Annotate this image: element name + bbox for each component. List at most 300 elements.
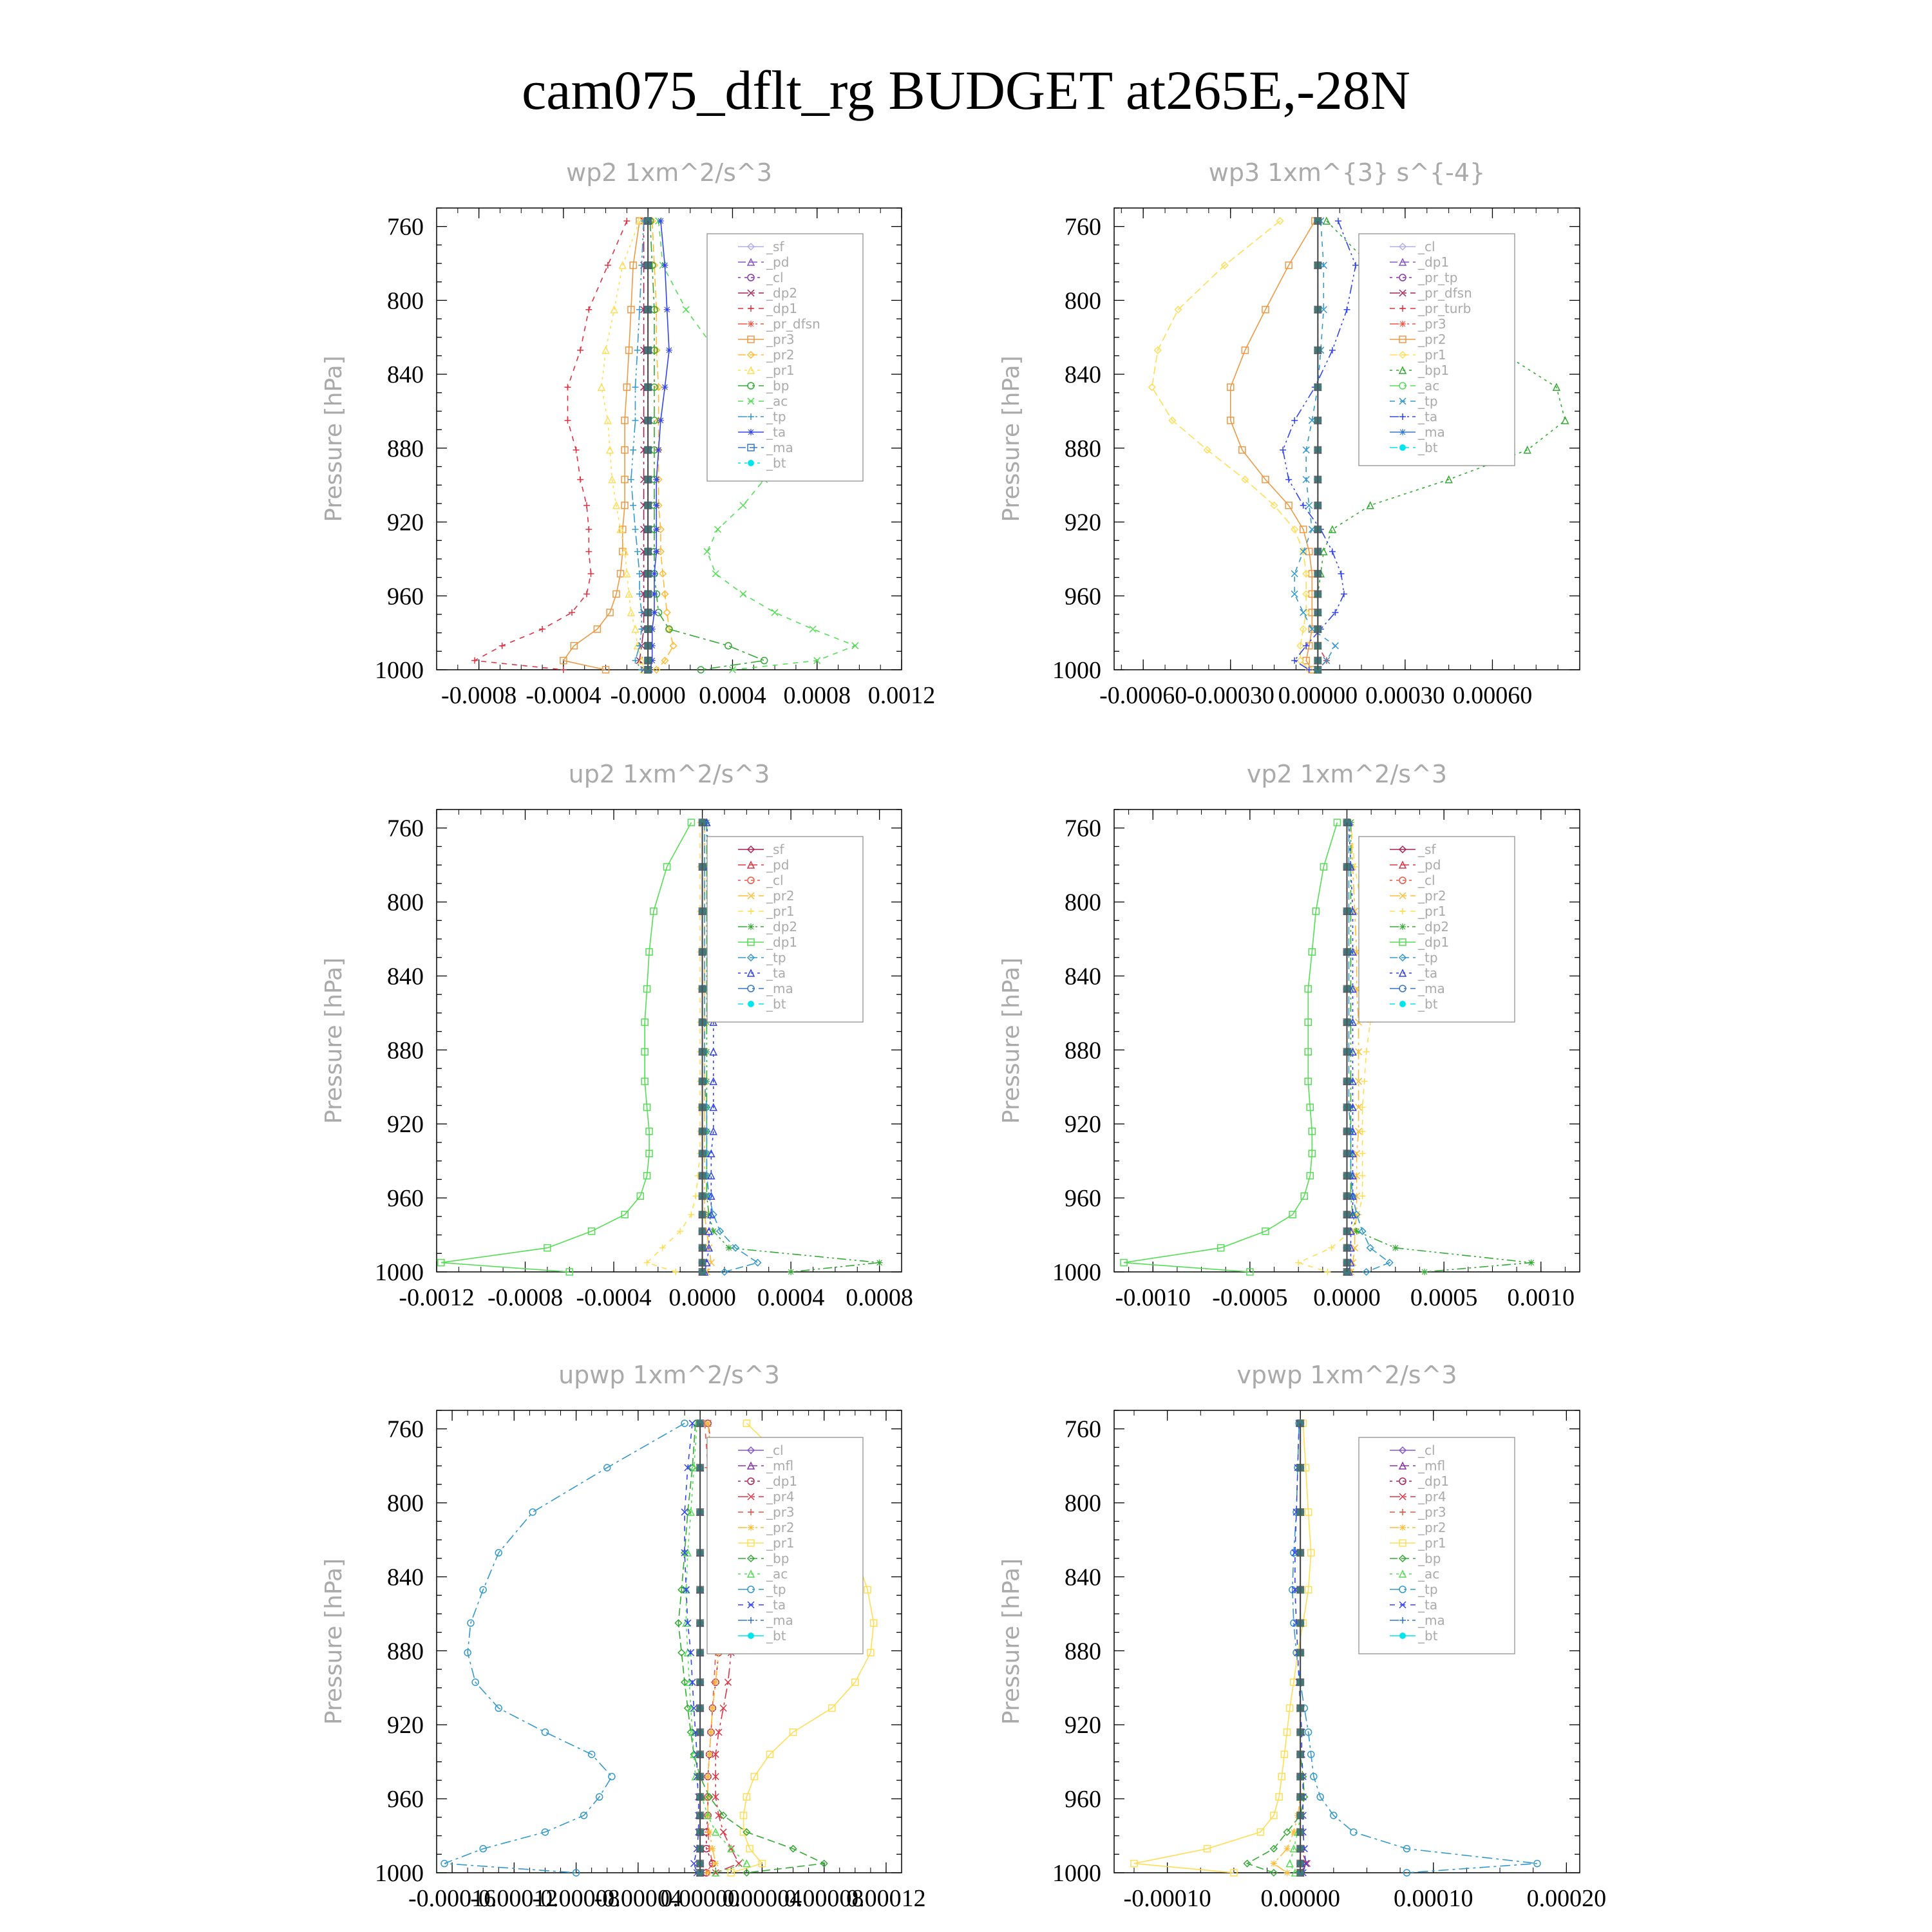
- series-point: [542, 1729, 548, 1736]
- series-ta: [681, 1420, 702, 1876]
- series-tp: [1291, 218, 1338, 673]
- series-line: [1134, 1423, 1311, 1873]
- y-tick-label: 960: [1065, 1185, 1101, 1213]
- series-point: [1359, 1173, 1366, 1179]
- y-tick-label: 760: [1065, 1416, 1101, 1443]
- series-line: [1283, 221, 1356, 670]
- zero-marker: [699, 819, 706, 826]
- y-tick-label: 1000: [1052, 657, 1101, 684]
- series-line: [444, 1423, 685, 1873]
- zero-marker: [1296, 1750, 1304, 1758]
- series-point: [1329, 548, 1336, 554]
- x-tick-label: -0.00060: [1099, 682, 1188, 709]
- series-point: [1329, 347, 1336, 354]
- zero-marker: [1296, 1619, 1304, 1627]
- series-point: [1271, 1861, 1277, 1867]
- series-point: [577, 347, 583, 354]
- series-point: [1291, 417, 1298, 424]
- y-tick-label: 1000: [375, 1860, 424, 1887]
- legend-label: _pr3: [766, 332, 795, 347]
- legend-label: _pr4: [1418, 1489, 1446, 1504]
- zero-marker: [644, 346, 652, 354]
- legend-label: _ta: [1418, 1597, 1438, 1613]
- series-point: [852, 643, 858, 649]
- zero-marker: [699, 1077, 706, 1085]
- zero-marker: [1343, 985, 1351, 993]
- legend-label: _mfl: [1418, 1458, 1446, 1473]
- zero-marker: [644, 590, 652, 598]
- y-tick-label: 880: [1065, 435, 1101, 462]
- series-point: [630, 447, 636, 453]
- series-point: [529, 1509, 536, 1515]
- series-pr1: [1131, 1420, 1314, 1876]
- series-point: [653, 548, 659, 554]
- series-point: [708, 1729, 714, 1736]
- zero-marker: [1343, 1103, 1351, 1111]
- series-point: [714, 526, 721, 533]
- series-ac: [1287, 1420, 1304, 1876]
- zero-marker: [1343, 1268, 1351, 1276]
- legend-label: _bt: [1418, 1628, 1438, 1643]
- zero-marker: [699, 1150, 706, 1157]
- series-pr1: [598, 218, 647, 673]
- legend-label: _pr3: [1418, 316, 1446, 332]
- legend-label: _cl: [766, 873, 784, 888]
- series-ta: [647, 218, 672, 673]
- zero-marker: [1296, 1845, 1304, 1853]
- series-line: [1247, 1423, 1305, 1873]
- zero-marker: [699, 1227, 706, 1235]
- y-tick-label: 840: [1065, 963, 1101, 990]
- zero-marker: [644, 306, 652, 314]
- series-point: [605, 262, 611, 269]
- chart-panel-6: [998, 1361, 1606, 1912]
- y-tick-label: 760: [1065, 213, 1101, 241]
- series-point: [1324, 1269, 1331, 1275]
- y-tick-label: 760: [387, 1416, 424, 1443]
- zero-marker: [1343, 1192, 1351, 1200]
- zero-marker: [696, 1619, 704, 1627]
- y-tick-label: 880: [387, 1638, 424, 1665]
- panel-title: vp2 1xm^2/s^3: [1246, 760, 1448, 788]
- y-tick-label: 840: [387, 963, 424, 990]
- zero-marker: [1296, 1704, 1304, 1712]
- legend: [707, 1437, 863, 1654]
- legend-label: _dp1: [766, 1473, 798, 1489]
- zero-marker: [696, 1704, 704, 1712]
- series-point: [705, 1774, 711, 1780]
- zero-marker: [644, 417, 652, 424]
- zero-marker: [696, 1812, 704, 1819]
- legend-label: _pr1: [766, 1535, 795, 1551]
- y-tick-label: 920: [387, 1111, 424, 1139]
- series-point: [1359, 1193, 1366, 1199]
- series-point: [1280, 447, 1286, 453]
- series-point: [656, 447, 662, 453]
- zero-marker: [1343, 1077, 1351, 1085]
- series-point: [666, 347, 672, 354]
- series-point: [706, 1751, 713, 1757]
- zero-marker: [1314, 306, 1321, 314]
- series-point: [1285, 477, 1292, 483]
- series-point: [1363, 1048, 1370, 1055]
- zero-marker: [1314, 526, 1321, 533]
- series-point: [630, 502, 636, 509]
- series-point: [692, 1193, 699, 1199]
- legend-label: _dp2: [1418, 919, 1450, 934]
- series-pr_turb: [1314, 218, 1330, 673]
- zero-marker: [1314, 502, 1321, 509]
- legend-label: _bp: [766, 378, 790, 393]
- y-tick-label: 880: [387, 435, 424, 462]
- zero-marker: [1343, 1128, 1351, 1135]
- zero-marker: [696, 1649, 704, 1656]
- series-point: [628, 477, 634, 483]
- y-tick-label: 960: [387, 583, 424, 611]
- zero-marker: [1296, 1812, 1304, 1819]
- x-tick-label: 0.0004: [757, 1284, 825, 1311]
- x-tick-label: 0.00000: [1278, 682, 1358, 709]
- zero-marker: [699, 985, 706, 993]
- x-tick-label: -0.0000: [610, 682, 686, 709]
- legend-marker: [748, 429, 754, 435]
- series-point: [1304, 1861, 1311, 1867]
- legend-label: _sf: [766, 239, 784, 254]
- zero-marker: [1314, 261, 1321, 269]
- legend-label: _sf: [1418, 842, 1436, 857]
- chart-panel-2: [998, 158, 1580, 709]
- y-tick-label: 1000: [1052, 1259, 1101, 1286]
- zero-marker: [696, 1586, 704, 1594]
- series-pr1: [1149, 218, 1312, 673]
- x-tick-label: -0.00008: [532, 1885, 620, 1912]
- x-tick-label: 0.0012: [867, 682, 936, 709]
- series-point: [1350, 1829, 1357, 1835]
- series-point: [740, 591, 746, 597]
- series-point: [1323, 218, 1330, 224]
- zero-marker: [699, 863, 706, 871]
- legend-label: _ta: [1418, 409, 1438, 424]
- zero-marker: [644, 502, 652, 509]
- series-point: [710, 1228, 717, 1235]
- legend-label: _ac: [766, 393, 788, 409]
- legend-label: _bp: [766, 1551, 790, 1566]
- x-tick-label: 0.00020: [1526, 1885, 1607, 1912]
- series-line: [1274, 1423, 1300, 1873]
- legend-label: _pr4: [766, 1489, 795, 1504]
- zero-marker: [699, 1128, 706, 1135]
- zero-marker: [1314, 346, 1321, 354]
- y-tick-label: 800: [1065, 287, 1101, 315]
- panel-title: wp2 1xm^2/s^3: [566, 158, 772, 187]
- legend-label: _tp: [766, 409, 786, 424]
- series-point: [585, 307, 592, 313]
- series-point: [1306, 667, 1312, 673]
- y-tick-label: 800: [387, 287, 424, 315]
- legend-label: _bt: [766, 996, 786, 1012]
- legend-label: _dp1: [1418, 934, 1450, 950]
- y-tick-label: 840: [1065, 361, 1101, 389]
- x-tick-label: 0.00060: [1452, 682, 1533, 709]
- series-line: [1231, 221, 1315, 670]
- series-point: [585, 548, 592, 554]
- series-line: [1124, 822, 1337, 1272]
- legend: [707, 234, 863, 481]
- legend-label: _pd: [1418, 857, 1441, 873]
- zero-marker: [1314, 609, 1321, 616]
- series-pr2: [1227, 218, 1318, 673]
- zero-marker: [1314, 625, 1321, 633]
- x-tick-label: 0.0000: [668, 1284, 736, 1311]
- x-tick-label: 0.0004: [699, 682, 766, 709]
- series-point: [564, 417, 571, 424]
- legend-marker: [1399, 429, 1406, 435]
- y-tick-label: 840: [1065, 1564, 1101, 1591]
- zero-marker: [696, 1773, 704, 1781]
- legend-label: _pr2: [766, 1520, 795, 1535]
- x-tick-label: 0.0008: [783, 682, 851, 709]
- series-point: [688, 1211, 694, 1218]
- panel-title: upwp 1xm^2/s^3: [558, 1361, 780, 1389]
- series-point: [623, 218, 630, 224]
- zero-marker: [699, 1172, 706, 1180]
- series-point: [1295, 1260, 1302, 1266]
- zero-marker: [1296, 1549, 1304, 1557]
- zero-marker: [1296, 1586, 1304, 1594]
- series-point: [683, 307, 689, 313]
- zero-marker: [696, 1845, 704, 1853]
- series-dp1: [471, 218, 630, 673]
- series-point: [653, 477, 659, 483]
- zero-marker: [1314, 383, 1321, 391]
- y-axis-label: Pressure [hPa]: [321, 1558, 347, 1725]
- legend-label: _bt: [1418, 996, 1438, 1012]
- series-line: [1294, 221, 1335, 670]
- series-point: [607, 447, 613, 453]
- legend: [1359, 1437, 1515, 1654]
- zero-marker: [644, 657, 652, 665]
- series-point: [706, 1829, 713, 1835]
- zero-marker: [696, 1464, 704, 1472]
- series-line: [1318, 221, 1327, 670]
- y-tick-label: 800: [387, 1490, 424, 1517]
- zero-marker: [1314, 642, 1321, 650]
- zero-marker: [699, 1268, 706, 1276]
- zero-marker: [1296, 1649, 1304, 1656]
- series-point: [653, 526, 659, 533]
- zero-marker: [696, 1678, 704, 1686]
- series-point: [1291, 571, 1298, 577]
- y-tick-label: 1000: [375, 657, 424, 684]
- series-point: [1421, 1269, 1428, 1275]
- legend-label: _pr2: [1418, 1520, 1446, 1535]
- series-point: [726, 1245, 732, 1251]
- zero-marker: [644, 666, 652, 674]
- zero-marker: [699, 1192, 706, 1200]
- zero-marker: [699, 1018, 706, 1026]
- x-tick-label: 0.00000: [660, 1885, 740, 1912]
- series-point: [709, 1846, 715, 1852]
- series-point: [583, 502, 590, 509]
- zero-marker: [1343, 907, 1351, 915]
- series-line: [1300, 1423, 1307, 1873]
- series-point: [499, 643, 506, 649]
- series-line: [1152, 221, 1309, 670]
- series-point: [720, 1829, 726, 1835]
- zero-marker: [699, 948, 706, 956]
- zero-marker: [1343, 1259, 1351, 1267]
- series-point: [585, 526, 592, 533]
- series-pr3: [560, 218, 643, 673]
- y-tick-label: 960: [1065, 583, 1101, 611]
- legend-label: _ma: [766, 981, 793, 996]
- series-point: [1392, 1245, 1399, 1251]
- chart-panel-5: [321, 1361, 926, 1912]
- series-point: [632, 417, 638, 424]
- legend-label: _pr3: [1418, 1504, 1446, 1520]
- zero-marker: [699, 1103, 706, 1111]
- zero-marker: [1296, 1728, 1304, 1736]
- series-point: [1287, 1861, 1293, 1867]
- legend-marker: [748, 321, 754, 327]
- series-point: [1284, 1870, 1291, 1876]
- legend-label: _tp: [766, 1582, 786, 1597]
- series-point: [634, 347, 641, 354]
- zero-marker: [699, 1259, 706, 1267]
- series-point: [539, 626, 545, 632]
- zero-marker: [644, 642, 652, 650]
- legend: [1359, 837, 1515, 1022]
- series-point: [1352, 262, 1359, 269]
- legend-label: _pr1: [1418, 1535, 1446, 1551]
- x-tick-label: -0.00030: [1186, 682, 1274, 709]
- y-tick-label: 1000: [375, 1259, 424, 1286]
- legend-label: _sf: [766, 842, 784, 857]
- x-tick-label: -0.00016: [408, 1885, 497, 1912]
- zero-marker: [1296, 1508, 1304, 1516]
- legend-label: _ma: [1418, 981, 1445, 996]
- series-point: [651, 571, 658, 577]
- zero-marker: [1296, 1678, 1304, 1686]
- legend-label: _mfl: [766, 1458, 794, 1473]
- series-point: [1359, 1150, 1366, 1157]
- zero-marker: [1314, 547, 1321, 555]
- zero-marker: [1343, 1150, 1351, 1157]
- y-tick-label: 800: [1065, 1490, 1101, 1517]
- legend-label: _bt: [1418, 440, 1438, 455]
- x-tick-label: -0.00010: [1123, 1885, 1211, 1912]
- legend-label: _tp: [1418, 393, 1438, 409]
- series-point: [471, 658, 478, 664]
- legend-label: _ta: [766, 424, 786, 440]
- series-dp1: [438, 819, 695, 1275]
- series-point: [1335, 218, 1341, 224]
- zero-marker: [696, 1508, 704, 1516]
- legend-marker: [748, 1001, 754, 1007]
- zero-marker: [1343, 1018, 1351, 1026]
- series-point: [664, 307, 670, 313]
- series-point: [810, 626, 816, 632]
- y-tick-label: 960: [387, 1185, 424, 1213]
- x-tick-label: 0.00000: [1260, 1885, 1340, 1912]
- legend-label: _pr_dfsn: [766, 316, 820, 332]
- series-point: [1332, 643, 1338, 649]
- zero-marker: [1296, 1464, 1304, 1472]
- zero-marker: [699, 1048, 706, 1056]
- legend-label: _cl: [766, 270, 784, 285]
- y-axis-label: Pressure [hPa]: [321, 355, 347, 522]
- zero-marker: [644, 446, 652, 454]
- zero-marker: [696, 1549, 704, 1557]
- legend-label: _bt: [766, 1628, 786, 1643]
- series-dp2: [636, 218, 647, 673]
- legend-marker: [748, 1633, 754, 1639]
- zero-marker: [1314, 446, 1321, 454]
- y-axis-label: Pressure [hPa]: [321, 957, 347, 1124]
- zero-marker: [1314, 476, 1321, 484]
- series-point: [651, 609, 658, 616]
- legend-marker: [748, 923, 754, 930]
- series-point: [632, 626, 638, 632]
- y-axis-label: Pressure [hPa]: [998, 957, 1025, 1124]
- zero-marker: [644, 476, 652, 484]
- x-tick-label: -0.0004: [576, 1284, 652, 1311]
- legend-label: _dp1: [1418, 1473, 1450, 1489]
- zero-marker: [644, 547, 652, 555]
- series-point: [588, 571, 594, 577]
- series-point: [705, 1870, 711, 1876]
- legend-label: _pr_dfsn: [1418, 285, 1472, 301]
- panel-title: wp3 1xm^{3} s^{-4}: [1208, 158, 1486, 187]
- y-tick-label: 800: [387, 889, 424, 916]
- series-point: [569, 609, 575, 616]
- zero-marker: [644, 570, 652, 578]
- series-line: [601, 221, 644, 670]
- legend-label: _tp: [1418, 1582, 1438, 1597]
- series-pr1: [644, 819, 704, 1275]
- zero-marker: [1314, 666, 1321, 674]
- legend-label: _ta: [766, 1597, 786, 1613]
- legend-label: _bp1: [1418, 363, 1450, 378]
- legend-label: _cl: [1418, 1443, 1435, 1458]
- legend-label: _cl: [1418, 873, 1435, 888]
- zero-marker: [1314, 417, 1321, 424]
- panel-title: vpwp 1xm^2/s^3: [1236, 1361, 1457, 1389]
- series-point: [1300, 609, 1307, 616]
- legend-label: _bp: [1418, 1551, 1441, 1566]
- legend-label: _bt: [766, 455, 786, 471]
- chart-panel-4: [998, 760, 1580, 1311]
- legend-label: _pr2: [766, 888, 795, 904]
- legend-label: _pr1: [766, 904, 795, 919]
- x-tick-label: -0.0008: [441, 682, 517, 709]
- series-point: [560, 667, 567, 673]
- x-tick-label: -0.00012: [470, 1885, 558, 1912]
- legend-marker: [1399, 1524, 1406, 1531]
- y-tick-label: 920: [1065, 1712, 1101, 1739]
- zero-marker: [696, 1419, 704, 1427]
- series-point: [628, 609, 634, 616]
- series-line: [441, 822, 692, 1272]
- zero-marker: [699, 1244, 706, 1252]
- x-tick-label: -0.0005: [1212, 1284, 1288, 1311]
- legend-label: _pd: [766, 857, 790, 873]
- x-tick-label: 0.00004: [722, 1885, 802, 1912]
- series-point: [725, 643, 732, 649]
- zero-marker: [644, 217, 652, 225]
- series-point: [658, 417, 664, 424]
- zero-marker: [1296, 1860, 1304, 1868]
